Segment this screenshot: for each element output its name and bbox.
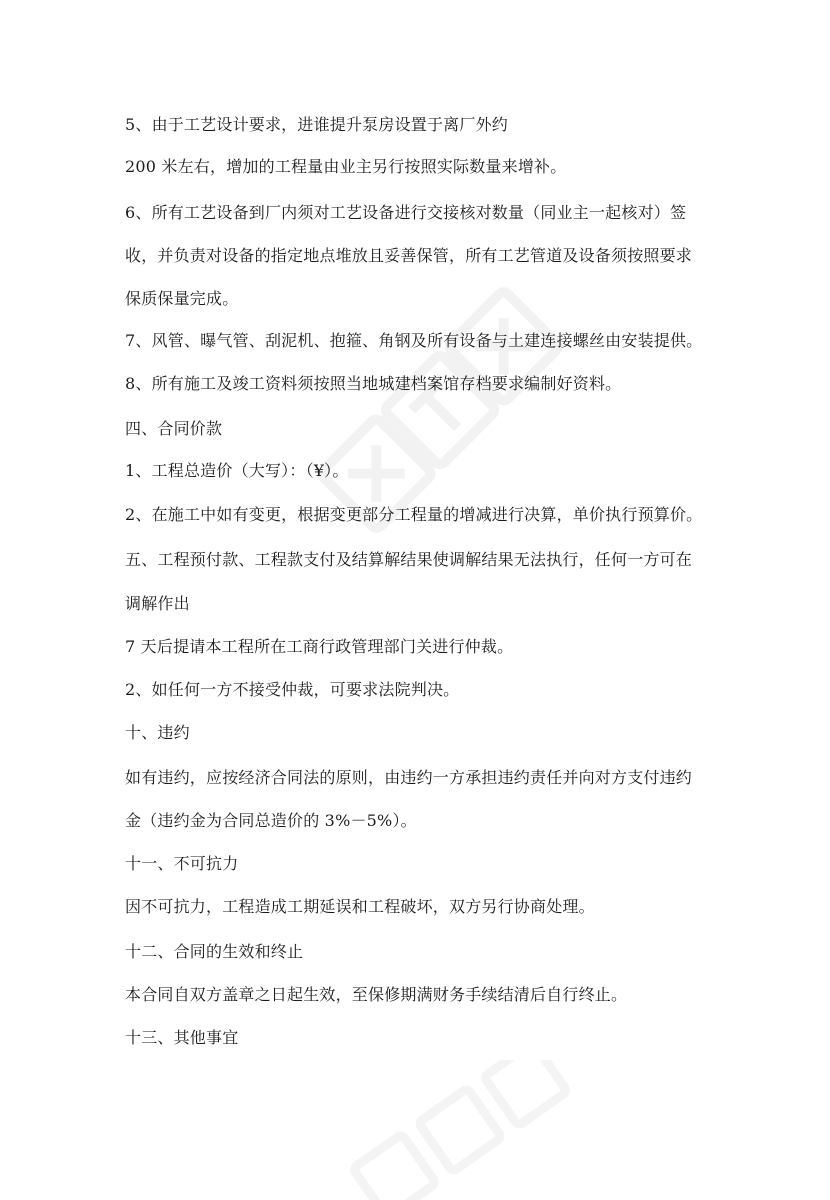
text-line: 保质保量完成。: [125, 289, 239, 308]
watermark-logo-bottom: [330, 1060, 590, 1200]
text-line: 2、在施工中如有变更，根据变更部分工程量的增减进行决算，单价执行预算价。: [125, 505, 703, 524]
text-line: 五、工程预付款、工程款支付及结算解结果使调解结果无法执行，任何一方可在: [125, 550, 693, 569]
text-line: 2、如任何一方不接受仲裁，可要求法院判决。: [125, 680, 460, 699]
section-heading: 十三、其他事宜: [125, 1028, 239, 1047]
text-line: 1、工程总造价（大写）：（¥）。: [125, 461, 349, 480]
text-line: 7、风管、曝气管、刮泥机、抱箍、角钢及所有设备与土建连接螺丝由安装提供。: [125, 331, 703, 350]
text-line: 本合同自双方盖章之日起生效，至保修期满财务手续结清后自行终止。: [125, 985, 628, 1004]
text-line: 收，并负责对设备的指定地点堆放且妥善保管，所有工艺管道及设备须按照要求: [125, 246, 693, 265]
section-heading: 四、合同价款: [125, 419, 223, 438]
section-heading: 十一、不可抗力: [125, 854, 239, 873]
text-line: 调解作出: [125, 594, 190, 613]
text-line: 5、由于工艺设计要求，进谁提升泵房设置于离厂外约: [125, 115, 508, 134]
text-line: 如有违约，应按经济合同法的原则，由违约一方承担违约责任并向对方支付违约: [125, 768, 693, 787]
section-heading: 十二、合同的生效和终止: [125, 942, 304, 961]
text-line: 因不可抗力，工程造成工期延误和工程破坏，双方另行协商处理。: [125, 897, 595, 916]
text-line: 200 米左右，增加的工程量由业主另行按照实际数量来增补。: [125, 157, 567, 176]
text-line: 7 天后提请本工程所在工商行政管理部门关进行仲裁。: [125, 637, 514, 656]
text-line: 8、所有施工及竣工资料须按照当地城建档案馆存档要求编制好资料。: [125, 374, 622, 393]
text-line: 金（违约金为合同总造价的 3%－5%）。: [125, 811, 417, 830]
section-heading: 十、违约: [125, 723, 190, 742]
text-line: 6、所有工艺设备到厂内须对工艺设备进行交接核对数量（同业主一起核对）签: [125, 203, 687, 222]
